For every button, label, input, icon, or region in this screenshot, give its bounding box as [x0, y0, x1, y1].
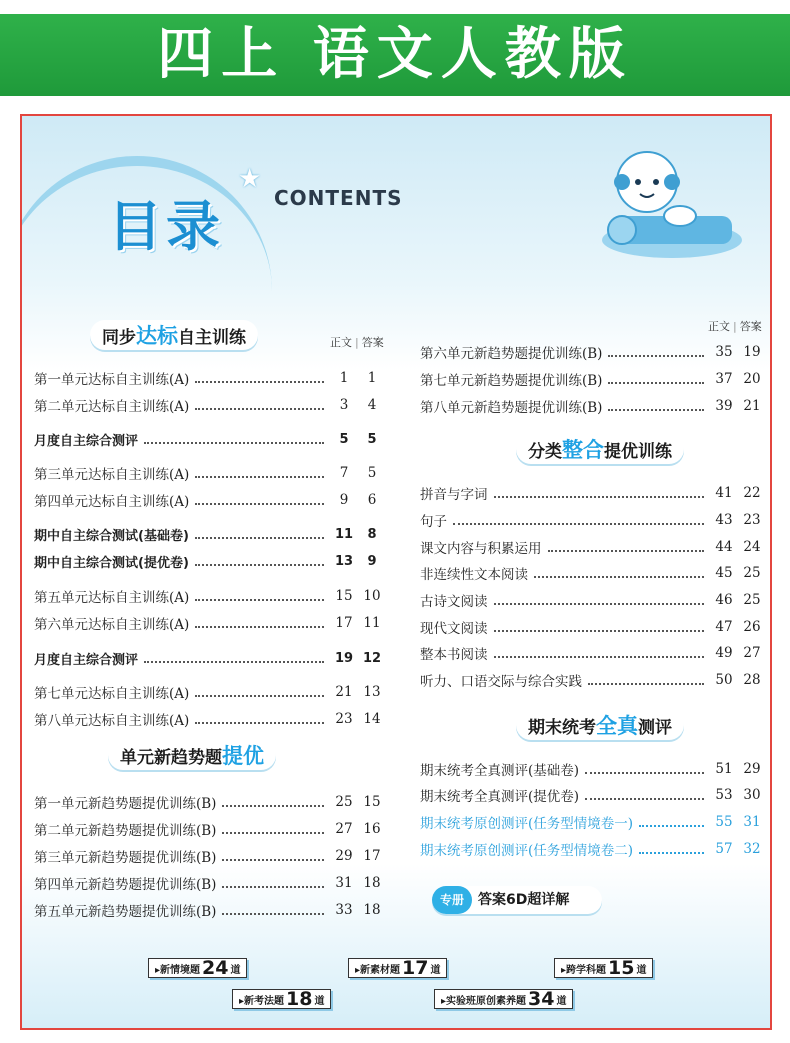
toc-answer: 14 [363, 711, 381, 727]
toc-answer: 9 [367, 553, 377, 569]
badge-number: 24 [202, 957, 229, 979]
section-title-part: 测评 [638, 717, 672, 738]
toc-answer: 30 [743, 787, 761, 803]
toc-answer: 26 [743, 619, 761, 635]
section-title-part: 提优训练 [604, 441, 672, 462]
toc-row[interactable] [34, 899, 386, 921]
toc-label: 第六单元新趋势题提优训练(B) [420, 346, 603, 362]
answer-tag-label: 专册 [432, 886, 472, 914]
toc-page: 7 [339, 465, 349, 481]
toc-row[interactable] [34, 791, 386, 813]
column-header: 正文 | 答案 [330, 336, 384, 349]
section-title-classify [516, 434, 684, 464]
toc-row[interactable] [34, 818, 386, 840]
toc-page: 51 [715, 761, 733, 777]
toc-label: 期中自主综合测试(提优卷) [34, 555, 189, 571]
toc-answer: 23 [743, 512, 761, 528]
header-zhengwen: 正文 [330, 336, 352, 349]
toc-page: 9 [339, 492, 349, 508]
badge-number: 15 [608, 957, 635, 979]
toc-label: 月度自主综合测评 [34, 433, 139, 449]
contents-page [20, 114, 772, 1030]
section-title-highlight: 整合 [562, 438, 604, 462]
toc-page: 29 [335, 848, 353, 864]
toc-label: 拼音与字词 [420, 487, 488, 503]
toc-row[interactable] [34, 462, 386, 484]
toc-label: 第二单元新趋势题提优训练(B) [34, 823, 217, 839]
badge-unit: 道 [314, 995, 325, 1007]
toc-page: 41 [715, 485, 733, 501]
section-title-part: 单元新趋势题 [120, 747, 222, 768]
toc-label: 整本书阅读 [420, 647, 488, 663]
toc-row[interactable] [34, 647, 386, 669]
toc-row[interactable] [34, 367, 386, 389]
section-title-part: 期末统考 [528, 717, 596, 738]
page-subtitle: CONTENTS [274, 186, 403, 210]
section-title-sync [90, 320, 258, 350]
toc-label: 第五单元达标自主训练(A) [34, 590, 190, 606]
toc-page: 11 [334, 526, 354, 542]
header-daan: 答案 [739, 320, 762, 333]
toc-answer: 13 [363, 684, 381, 700]
toc-page: 45 [715, 565, 733, 581]
badge-number: 18 [286, 988, 313, 1010]
toc-answer: 12 [362, 650, 382, 666]
badge-label: ▸实验班原创素养题 [441, 995, 527, 1007]
toc-page: 49 [715, 645, 733, 661]
toc-label: 月度自主综合测评 [34, 652, 139, 668]
toc-row[interactable] [420, 589, 766, 611]
toc-page: 43 [715, 512, 733, 528]
toc-page: 31 [335, 875, 353, 891]
toc-row[interactable] [420, 509, 766, 531]
toc-label: 课文内容与积累运用 [420, 541, 542, 557]
toc-page: 15 [335, 588, 353, 604]
section-title-part: 分类 [528, 441, 562, 462]
badge-original-literacy [434, 989, 573, 1009]
toc-row[interactable] [420, 758, 766, 780]
toc-page: 33 [335, 902, 353, 918]
toc-answer: 20 [743, 371, 761, 387]
top-banner [0, 0, 790, 110]
toc-row[interactable] [34, 489, 386, 511]
mascot-illustration [552, 130, 752, 270]
toc-answer: 18 [363, 875, 381, 891]
toc-label: 现代文阅读 [420, 621, 488, 637]
toc-row[interactable] [420, 616, 766, 638]
toc-page: 44 [715, 539, 733, 555]
section-title-part: 自主训练 [178, 327, 246, 348]
toc-label: 第八单元新趋势题提优训练(B) [420, 400, 603, 416]
toc-label: 第四单元新趋势题提优训练(B) [34, 877, 217, 893]
toc-answer: 22 [743, 485, 761, 501]
toc-page: 35 [715, 344, 733, 360]
toc-row[interactable] [34, 428, 386, 450]
toc-page: 53 [715, 787, 733, 803]
toc-label: 第五单元新趋势题提优训练(B) [34, 904, 217, 920]
badge-new-material [348, 958, 447, 978]
toc-page: 21 [335, 684, 353, 700]
toc-answer: 21 [743, 398, 761, 414]
column-header: 正文 | 答案 [708, 320, 762, 333]
toc-answer: 19 [743, 344, 761, 360]
toc-label: 期中自主综合测试(基础卷) [34, 528, 189, 544]
toc-row[interactable] [420, 341, 766, 363]
badge-new-method [232, 989, 331, 1009]
toc-page: 39 [715, 398, 733, 414]
toc-answer: 16 [363, 821, 381, 837]
toc-page: 50 [715, 672, 733, 688]
toc-label: 第三单元达标自主训练(A) [34, 467, 190, 483]
toc-row[interactable] [34, 681, 386, 703]
section-title-highlight: 达标 [136, 324, 178, 348]
toc-answer: 17 [363, 848, 381, 864]
badge-unit: 道 [556, 995, 567, 1007]
star-icon: ★ [238, 164, 262, 194]
toc-label: 听力、口语交际与综合实践 [420, 674, 582, 690]
toc-label: 第七单元达标自主训练(A) [34, 686, 190, 702]
toc-answer: 24 [743, 539, 761, 555]
toc-label: 非连续性文本阅读 [420, 567, 528, 583]
toc-row[interactable] [420, 838, 766, 860]
toc-page: 5 [339, 431, 349, 447]
answer-booklet-tag [432, 886, 602, 914]
toc-label: 第七单元新趋势题提优训练(B) [420, 373, 603, 389]
header-zhengwen: 正文 [708, 320, 730, 333]
toc-row[interactable] [34, 872, 386, 894]
toc-answer: 10 [363, 588, 381, 604]
section-title-trend [108, 740, 276, 770]
toc-answer: 31 [743, 814, 761, 830]
toc-answer: 1 [367, 370, 377, 386]
toc-answer: 5 [367, 431, 377, 447]
toc-row[interactable] [420, 395, 766, 417]
badge-number: 34 [528, 988, 555, 1010]
toc-label: 期末统考原创测评(任务型情境卷一) [420, 816, 634, 832]
badge-label: ▸新素材题 [355, 964, 401, 976]
badge-label: ▸新考法题 [239, 995, 285, 1007]
badge-label: ▸跨学科题 [561, 964, 607, 976]
toc-label: 第一单元新趋势题提优训练(B) [34, 796, 217, 812]
toc-answer: 6 [367, 492, 377, 508]
toc-row[interactable] [34, 585, 386, 607]
toc-page: 55 [715, 814, 733, 830]
toc-label: 期末统考原创测评(任务型情境卷二) [420, 843, 634, 859]
toc-answer: 8 [367, 526, 377, 542]
toc-answer: 11 [363, 615, 381, 631]
toc-label: 第六单元达标自主训练(A) [34, 617, 190, 633]
toc-answer: 29 [743, 761, 761, 777]
toc-row[interactable] [34, 394, 386, 416]
section-title-highlight: 提优 [222, 744, 264, 768]
toc-row[interactable] [420, 562, 766, 584]
toc-label: 第二单元达标自主训练(A) [34, 399, 190, 415]
banner-title: 四上 语文人教版 [157, 22, 633, 87]
toc-page: 19 [334, 650, 354, 666]
toc-label: 第三单元新趋势题提优训练(B) [34, 850, 217, 866]
badge-cross-subject [554, 958, 653, 978]
page-title: 目录 [108, 195, 224, 258]
toc-answer: 25 [743, 565, 761, 581]
toc-label: 第四单元达标自主训练(A) [34, 494, 190, 510]
toc-row[interactable] [34, 612, 386, 634]
section-title-part: 同步 [102, 327, 136, 348]
toc-label: 古诗文阅读 [420, 594, 488, 610]
badge-number: 17 [402, 957, 429, 979]
badge-unit: 道 [430, 964, 441, 976]
toc-answer: 18 [363, 902, 381, 918]
toc-page: 3 [339, 397, 349, 413]
toc-row[interactable] [420, 784, 766, 806]
toc-page: 57 [715, 841, 733, 857]
toc-page: 27 [335, 821, 353, 837]
badge-label: ▸新情境题 [155, 964, 201, 976]
toc-row[interactable] [420, 368, 766, 390]
toc-row[interactable] [34, 845, 386, 867]
toc-page: 47 [715, 619, 733, 635]
toc-label: 第一单元达标自主训练(A) [34, 372, 190, 388]
toc-page: 17 [335, 615, 353, 631]
toc-answer: 15 [363, 794, 381, 810]
toc-row[interactable] [420, 482, 766, 504]
toc-label: 第八单元达标自主训练(A) [34, 713, 190, 729]
toc-page: 1 [339, 370, 349, 386]
toc-answer: 27 [743, 645, 761, 661]
toc-row[interactable] [420, 642, 766, 664]
section-title-final [516, 710, 684, 740]
toc-answer: 4 [367, 397, 377, 413]
toc-label: 句子 [420, 514, 447, 530]
badge-new-context [148, 958, 247, 978]
toc-answer: 32 [743, 841, 761, 857]
badge-unit: 道 [230, 964, 241, 976]
toc-row[interactable] [420, 811, 766, 833]
toc-row[interactable] [34, 523, 386, 545]
toc-page: 25 [335, 794, 353, 810]
toc-row[interactable] [34, 550, 386, 572]
toc-page: 37 [715, 371, 733, 387]
toc-page: 23 [335, 711, 353, 727]
toc-label: 期末统考全真测评(提优卷) [420, 789, 580, 805]
toc-answer: 25 [743, 592, 761, 608]
toc-label: 期末统考全真测评(基础卷) [420, 763, 580, 779]
toc-answer: 28 [743, 672, 761, 688]
toc-row[interactable] [420, 536, 766, 558]
toc-page: 46 [715, 592, 733, 608]
toc-page: 13 [334, 553, 354, 569]
header-daan: 答案 [361, 336, 384, 349]
toc-row[interactable] [420, 669, 766, 691]
answer-tag-text: 答案6D超详解 [478, 892, 570, 908]
badge-unit: 道 [636, 964, 647, 976]
toc-answer: 5 [367, 465, 377, 481]
toc-row[interactable] [34, 708, 386, 730]
section-title-highlight: 全真 [596, 714, 638, 738]
